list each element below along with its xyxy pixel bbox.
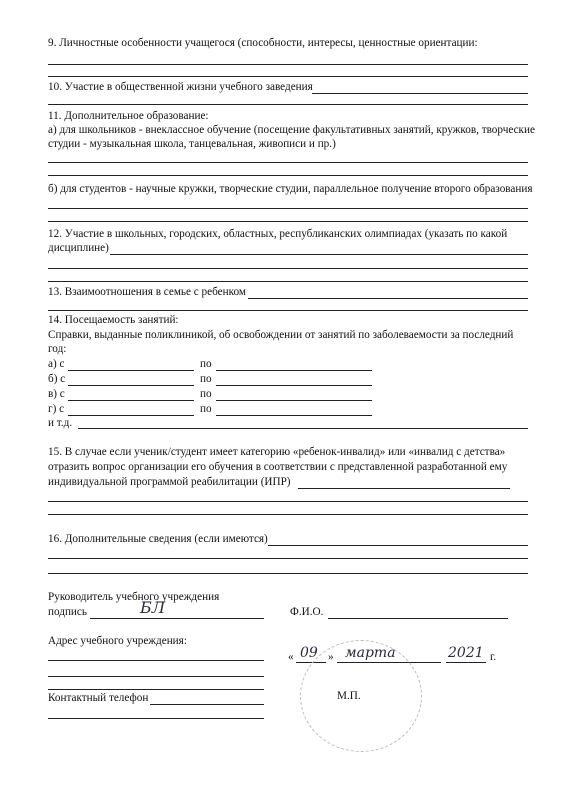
absence-a-from [68,370,194,371]
item-12-line-2: дисциплине) [48,242,109,254]
item-11b-label: б) для студентов - научные кружки, творческие студии, параллельное получение второго образования [48,183,533,195]
item-9-line-1 [48,64,528,65]
item-15-fill-2 [48,501,528,502]
absence-d-to-label: по [200,403,212,415]
handwritten-signature: БЛ [140,598,166,617]
item-13-label: 13. Взаимоотношения в семье с ребенком [48,286,246,298]
item-15-line-3: индивидуальной программой реабилитации (ИПР) [48,476,291,488]
item-11-title: 11. Дополнительное образование: [48,110,209,122]
absence-b-to [216,385,372,386]
absence-d-from [68,415,194,416]
date-month: марта [345,645,396,661]
fio-label: Ф.И.О. [290,606,324,618]
item-16-fill-3 [48,573,528,574]
date-year: 2021 [448,645,484,661]
absence-c-from [68,400,194,401]
phone-line [150,704,264,705]
phone-label: Контактный телефон [48,692,149,704]
absence-d-to [216,415,372,416]
item-12-line-1: 12. Участие в школьных, городских, областных, республиканских олимпиадах (указать по какой [48,228,508,240]
item-10-line [312,93,528,94]
item-11b-fill-1 [48,208,528,209]
item-11a-line-1: а) для школьников - внеклассное обучение (посещение факультативных занятий, кружков, творческие [48,124,535,136]
date-quote-open: « [288,651,294,663]
absence-etc-line [78,428,528,429]
item-12-fill-3 [48,281,528,282]
absence-row-b: б) с [48,373,66,385]
item-15-fill-3 [48,514,528,515]
absence-a-to-label: по [200,358,212,370]
date-day: 09 [300,645,318,661]
item-16-fill-1 [268,545,528,546]
item-15-line-2: отразить вопрос организации его обучения в соответствии с представленной разработанной ему [48,461,508,473]
signature-line [90,618,264,619]
address-line-3 [48,689,264,690]
fio-line [328,618,508,619]
item-14-line-1: Справки, выданные поликлиникой, об освобождении от занятий по заболеваемости за последний [48,329,514,341]
absence-etc: и т.д. [48,417,73,429]
item-14-title: 14. Посещаемость занятий: [48,314,179,326]
address-label: Адрес учебного учреждения: [48,635,187,647]
absence-row-d: г) с [48,403,65,415]
item-10-line-2 [48,104,528,105]
absence-row-a: а) с [48,358,65,370]
phone-line-2 [48,718,264,719]
absence-c-to-label: по [200,388,212,400]
item-9-line-2 [48,76,528,77]
item-11b-fill-2 [48,221,528,222]
absence-c-to [216,400,372,401]
item-16-label: 16. Дополнительные сведения (если имеются) [48,533,268,545]
item-15-line-1: 15. В случае если ученик/студент имеет категорию «ребенок-инвалид» или «инвалид с детства» [48,446,506,458]
item-10-label: 10. Участие в общественной жизни учебного заведения [48,81,313,93]
address-line-1 [48,660,264,661]
item-15-fill-1 [298,488,510,489]
stamp-outline [300,640,422,752]
item-16-fill-2 [48,558,528,559]
item-12-fill-1 [110,254,528,255]
address-line-2 [48,676,264,677]
date-year-line [446,662,486,663]
item-11a-line-2: студии - музыкальная школа, танцевальная, живописи и пр.) [48,138,336,150]
head-label: Руководитель учебного учреждения [48,591,220,603]
date-quote-close: » [328,651,334,663]
item-9-label: 9. Личностные особенности учащегося (способности, интересы, ценностные ориентации: [48,37,478,49]
signature-label: подпись [48,606,87,618]
absence-b-to-label: по [200,373,212,385]
item-13-fill-1 [248,298,528,299]
item-11a-fill-1 [48,162,528,163]
item-12-fill-2 [48,268,528,269]
absence-row-c: в) с [48,388,65,400]
item-14-line-2: год: [48,343,67,355]
year-suffix: г. [490,651,497,663]
item-13-fill-2 [48,310,528,311]
item-11a-fill-2 [48,175,528,176]
stamp-mp-label: М.П. [337,690,361,702]
absence-a-to [216,370,372,371]
absence-b-from [68,385,194,386]
